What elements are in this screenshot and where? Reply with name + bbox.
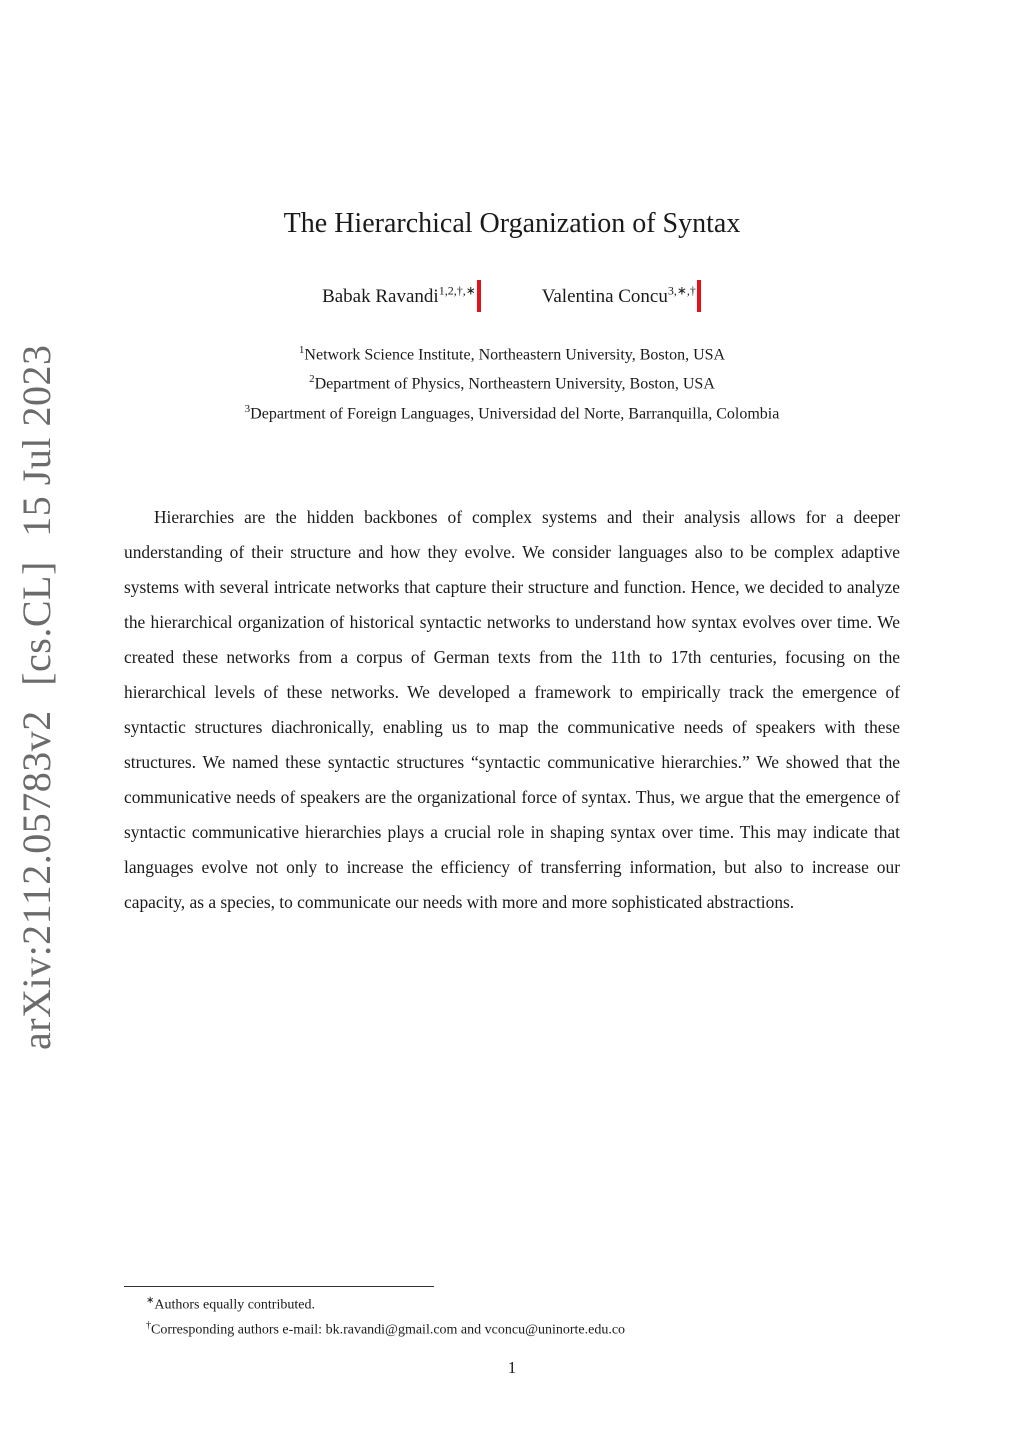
- footnote-mark: ∗: [146, 1295, 155, 1306]
- affiliation-text: Department of Foreign Languages, Universidad del Norte, Barranquilla, Colombia: [250, 404, 780, 422]
- paper-title: The Hierarchical Organization of Syntax: [283, 208, 741, 239]
- footnote-2: [146, 1316, 625, 1341]
- author-2: [542, 280, 702, 312]
- affiliation-1: [0, 338, 1024, 367]
- author-marks: 1,2,†,∗: [438, 283, 476, 298]
- affiliation-text: Department of Physics, Northeastern University, Boston, USA: [314, 375, 715, 393]
- affiliation-text: Network Science Institute, Northeastern University, Boston, USA: [304, 346, 726, 364]
- author-name: Babak Ravandi: [322, 286, 439, 307]
- footnote-text: Authors equally contributed.: [154, 1297, 315, 1313]
- highlight-marker: [477, 280, 481, 312]
- footnote-mark: †: [146, 1319, 151, 1331]
- author-1: [322, 280, 482, 312]
- highlight-marker: [697, 280, 701, 312]
- footnote-1: [146, 1291, 625, 1316]
- footnote-text[interactable]: Corresponding authors e-mail: bk.ravandi@gmail.com and vconcu@uninorte.edu.co: [151, 1322, 626, 1338]
- arxiv-category: [cs.CL]: [14, 561, 59, 686]
- arxiv-id[interactable]: arXiv:2112.05783v2: [14, 710, 59, 1050]
- affiliation-3: [0, 397, 1024, 426]
- author-list: [0, 280, 1024, 312]
- affiliation-2: [0, 367, 1024, 396]
- arxiv-date: 15 Jul 2023: [14, 344, 59, 537]
- affiliation-list: [0, 338, 1024, 426]
- affiliation-number: 2: [309, 373, 315, 386]
- arxiv-stamp: [13, 344, 60, 1050]
- affiliation-number: 1: [298, 344, 305, 356]
- author-name: Valentina Concu: [541, 286, 668, 307]
- page-number: 1: [507, 1358, 517, 1377]
- footnote-rule: [124, 1286, 434, 1287]
- abstract-paragraph: Hierarchies are the hidden backbones of complex systems and their analysis allows for a deeper understanding of their structure and how they evolve. We consider languages also to be complex adaptive systems with several intricate networks that capture their structure and function. Hence, we decided to analyze the hierarchical organization of historical syntactic networks to understand how syntax evolves over time. We created these networks from a corpus of German texts from the 11th to 17th centuries, focusing on the hierarchical levels of these networks. We developed a framework to empirically track the emergence of syntactic structures diachronically, enabling us to map the communicative needs of speakers with these structures. We named these syntactic structures “syntactic communicative hierarchies.” We showed that the communicative needs of speakers are the organizational force of syntax. Thus, we argue that the emergence of syntactic communicative hierarchies plays a crucial role in shaping syntax over time. This may indicate that languages evolve not only to increase the efficiency of transferring information, but also to increase our capacity, as a species, to communicate our needs with more and more sophisticated abstractions.: [124, 507, 900, 912]
- affiliation-number: 3: [244, 402, 251, 415]
- footnote-list: [146, 1291, 625, 1340]
- author-marks: 3,∗,†: [667, 283, 696, 298]
